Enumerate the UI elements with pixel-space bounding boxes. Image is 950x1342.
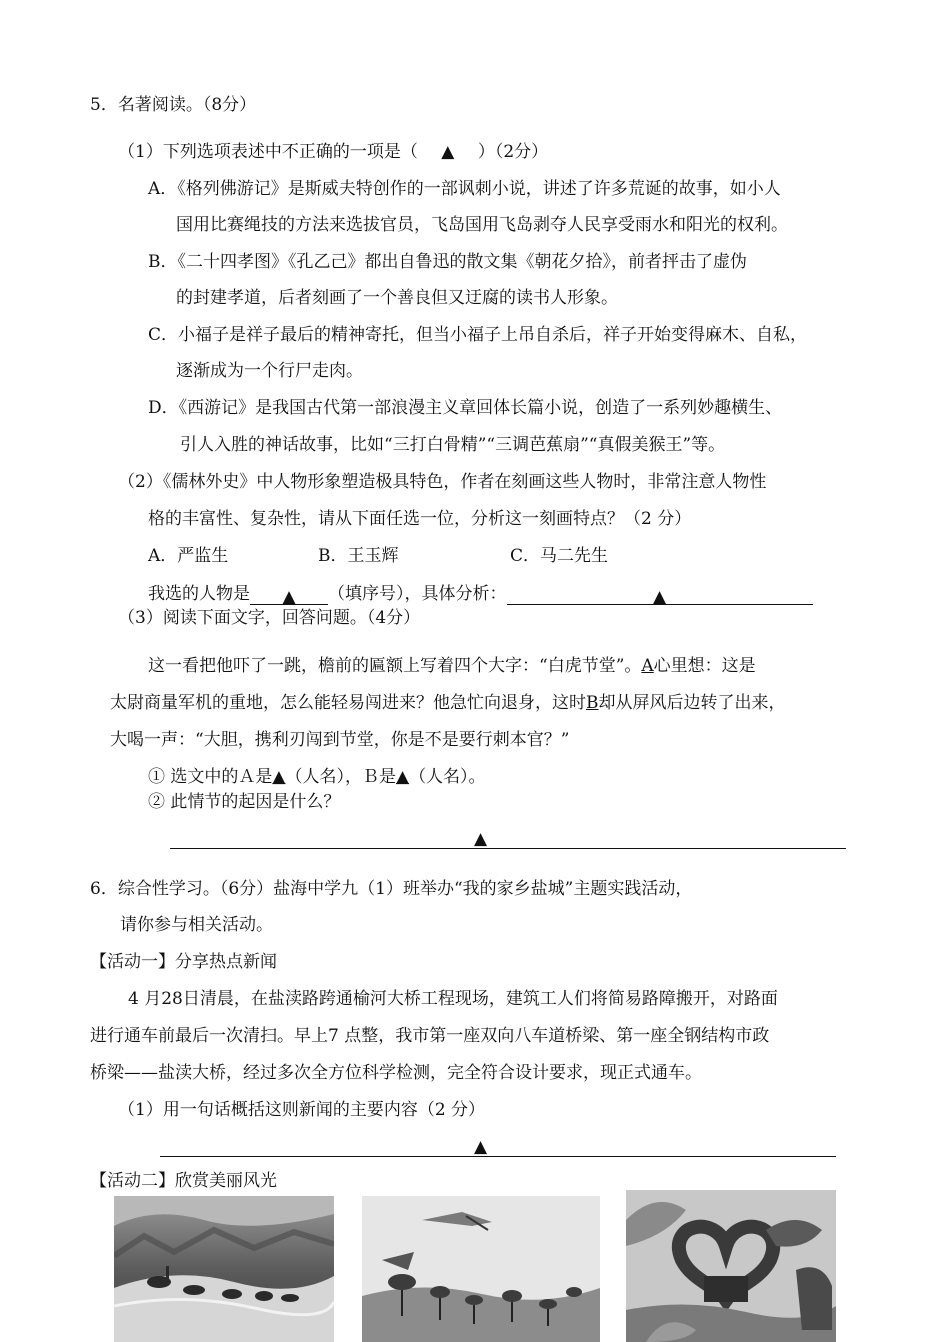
answer-middle: （填序号），具体分析： <box>328 584 507 604</box>
name-b-blank[interactable]: ▲ <box>395 767 410 787</box>
passage-line2-a: 太尉商量军机的重地，怎么能轻易闯进来？他急忙向退身，这时 <box>110 693 586 713</box>
q6-part1-stem: （1）用一句话概括这则新闻的主要内容（2 分） <box>118 1100 486 1120</box>
passage-line1 <box>148 655 756 677</box>
sub-question-2: ② 此情节的起因是什么？ <box>148 792 341 812</box>
q5-part2-answer <box>148 583 813 605</box>
river-deer-photo <box>114 1196 334 1342</box>
sub-question-1-b: （人名），Ｂ是 <box>285 767 396 787</box>
choice-a: A．严监生 <box>148 546 229 566</box>
answer-line[interactable] <box>160 1156 836 1157</box>
option-c-line1: C．小福子是祥子最后的精神寄托，但当小福子上吊自杀后，祥子开始变得麻木、自私， <box>148 325 808 345</box>
q5-part2-stem2: 格的丰富性、复杂性，请从下面任选一位，分析这一刻画特点？（2 分） <box>148 509 692 529</box>
option-b-line2: 的封建孝道，后者刻画了一个善良但又迂腐的读书人形象。 <box>176 288 618 308</box>
choice-c: C．马二先生 <box>510 546 609 566</box>
choice-b: B．王玉辉 <box>318 546 399 566</box>
option-b-line1: B．《二十四孝图》《孔乙己》都出自鲁迅的散文集《朝花夕拾》，前者抨击了虚伪 <box>148 252 747 272</box>
option-c-line2: 逐渐成为一个行尸走肉。 <box>176 361 363 381</box>
q5-part1-stem <box>118 141 548 163</box>
analysis-blank[interactable]: ▲ <box>507 586 813 605</box>
cranes-photo <box>362 1196 600 1342</box>
q5-part2-stem1: （2）《儒林外史》中人物形象塑造极具特色，作者在刻画这些人物时，非常注意人物性 <box>118 472 767 492</box>
sub-question-1-c: （人名）。 <box>409 767 486 787</box>
q6-title-line1: 6．综合性学习。（6分）盐海中学九（1）班举办“我的家乡盐城”主题实践活动， <box>90 879 693 899</box>
sub-question-1-a: ① 选文中的Ａ是 <box>148 767 273 787</box>
answer-prefix: 我选的人物是 <box>148 584 250 604</box>
name-a-blank[interactable]: ▲ <box>272 767 286 787</box>
character-choice-blank[interactable]: ▲ <box>250 586 328 605</box>
answer-marker: ▲ <box>474 1137 488 1157</box>
option-a-line1: A．《格列佛游记》是斯威夫特创作的一部讽刺小说，讲述了许多荒诞的故事，如小人 <box>148 179 781 199</box>
passage-line2 <box>110 692 786 714</box>
q5-part1-stem-a: （1）下列选项表述中不正确的一项是（ <box>118 142 418 162</box>
option-d-line1: D．《西游记》是我国古代第一部浪漫主义章回体长篇小说，创造了一系列妙趣横生、 <box>148 398 783 418</box>
passage-line1-b: 心里想：这是 <box>653 656 756 676</box>
q6-title-line2: 请你参与相关活动。 <box>120 915 273 935</box>
sub-question-1 <box>148 766 486 788</box>
news-line2: 进行通车前最后一次清扫。早上7 点整，我市第一座双向八车道桥梁、第一座全钢结构市政 <box>90 1026 770 1046</box>
mark-a: A <box>641 656 654 676</box>
news-line3: 桥梁——盐渎大桥，经过多次全方位科学检测，完全符合设计要求，现正式通车。 <box>90 1063 702 1083</box>
q5-part3-stem: （3）阅读下面文字，回答问题。（4分） <box>118 608 421 628</box>
news-line1: 4 月28日清晨，在盐渎路跨通榆河大桥工程现场，建筑工人们将简易路障搬开，对路面 <box>128 989 778 1009</box>
option-a-line2: 国用比赛绳技的方法来选拔官员，飞岛国用飞岛剥夺人民享受雨水和阳光的权利。 <box>176 215 788 235</box>
q5-title: 5．名著阅读。（8分） <box>90 95 257 115</box>
answer-line[interactable] <box>170 848 846 849</box>
answer-blank[interactable]: ▲ <box>441 142 455 162</box>
q5-part1-stem-b: ）（2分） <box>477 142 549 162</box>
activity-one-title: 【活动一】分享热点新闻 <box>90 952 277 972</box>
activity-two-title: 【活动二】欣赏美丽风光 <box>90 1171 277 1191</box>
option-d-line2: 引人入胜的神话故事，比如“三打白骨精”“三调芭蕉扇”“真假美猴王”等。 <box>180 435 726 455</box>
answer-marker: ▲ <box>474 829 488 849</box>
mark-b: B <box>586 693 599 713</box>
passage-line1-a: 这一看把他吓了一跳，檐前的匾额上写着四个大字：“白虎节堂”。 <box>148 656 642 676</box>
passage-line3: 大喝一声：“大胆，携利刃闯到节堂，你是不是要行刺本官？” <box>110 730 570 750</box>
passage-line2-b: 却从屏风后边转了出来， <box>598 693 786 713</box>
topiary-sculpture-photo <box>626 1190 836 1342</box>
